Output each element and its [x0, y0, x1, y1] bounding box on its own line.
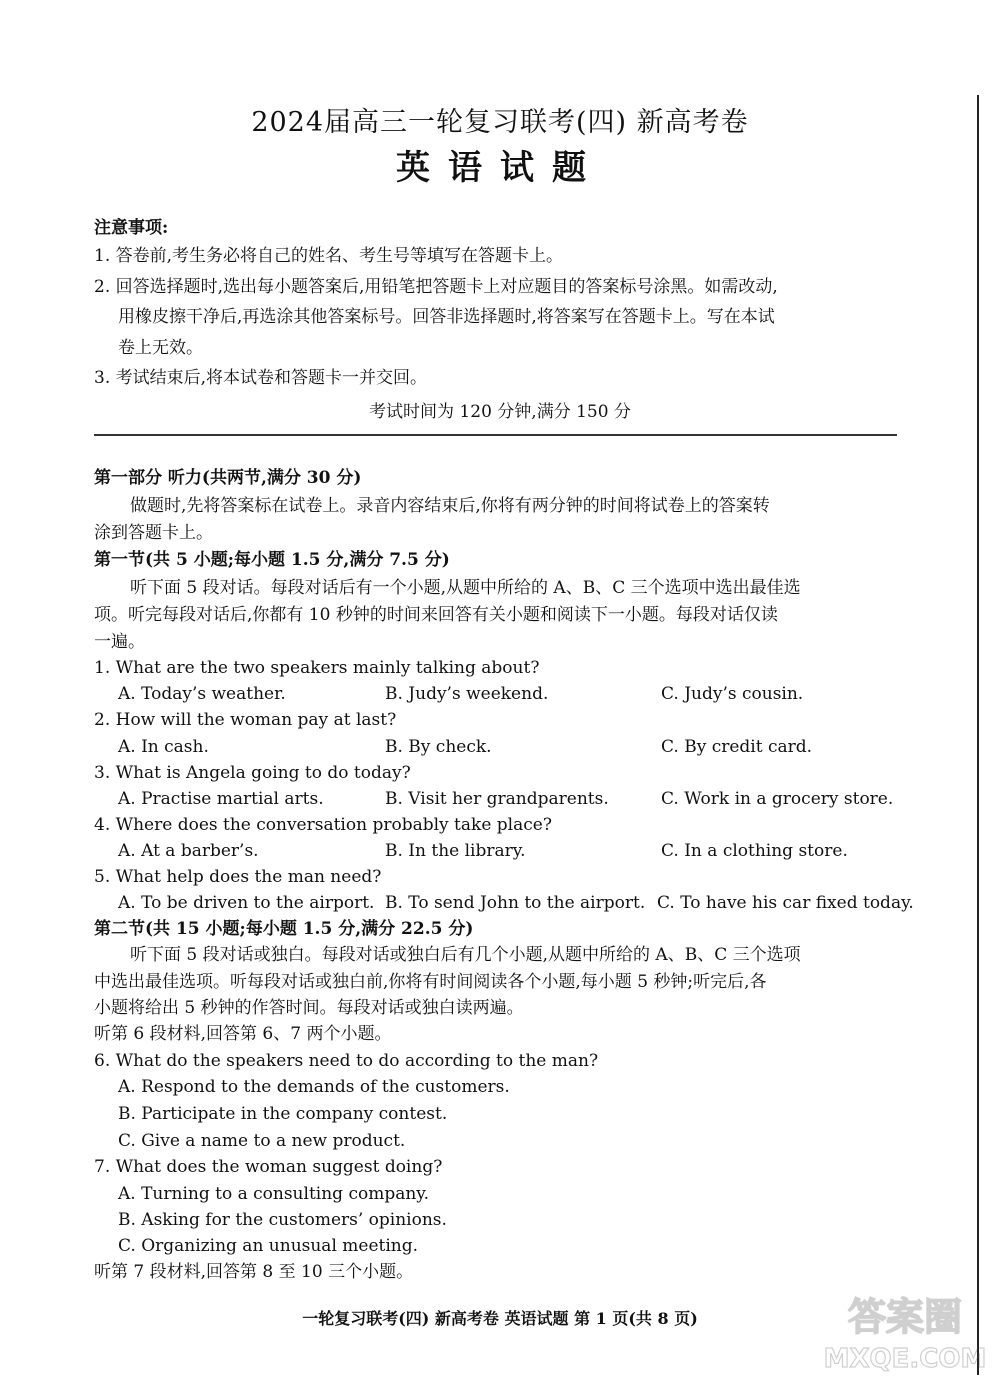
section1-intro: 项。听完每段对话后,你都有 10 秒钟的时间来回答有关小题和阅读下一小题。每段对话仅读: [94, 605, 778, 625]
watermark-brand: 答案圈: [847, 1295, 963, 1339]
exam-subject-title: 英语试题: [396, 148, 604, 188]
option-c: C. Organizing an unusual meeting.: [118, 1236, 419, 1256]
option-c: C. By credit card.: [661, 737, 813, 757]
option-b: B. Visit her grandparents.: [385, 789, 609, 809]
option-a: A. Today’s weather.: [118, 684, 286, 704]
option-b: B. In the library.: [385, 841, 526, 861]
option-b: B. To send John to the airport.: [385, 893, 646, 913]
question-text: 6. What do the speakers need to do according to the man?: [94, 1051, 599, 1071]
section1-intro: 听下面 5 段对话。每段对话后有一个小题,从题中所给的 A、B、C 三个选项中选出最佳选: [130, 578, 801, 598]
material-instruction: 听第 7 段材料,回答第 8 至 10 三个小题。: [94, 1262, 414, 1282]
part1-intro: 涂到答题卡上。: [94, 523, 213, 543]
notice-line: 3. 考试结束后,将本试卷和答题卡一并交回。: [94, 368, 428, 388]
section2-intro: 听下面 5 段对话或独白。每段对话或独白后有几个小题,从题中所给的 A、B、C 三个选项: [130, 945, 801, 965]
section2-intro: 小题将给出 5 秒钟的作答时间。每段对话或独白读两遍。: [94, 998, 524, 1018]
option-c: C. Work in a grocery store.: [661, 789, 894, 809]
option-b: B. Asking for the customers’ opinions.: [118, 1210, 447, 1230]
page-footer: 一轮复习联考(四) 新高考卷 英语试题 第 1 页(共 8 页): [302, 1309, 698, 1328]
exam-time-note: 考试时间为 120 分钟,满分 150 分: [369, 402, 631, 422]
part1-intro: 做题时,先将答案标在试卷上。录音内容结束后,你将有两分钟的时间将试卷上的答案转: [130, 496, 770, 516]
option-b: B. Judy’s weekend.: [385, 684, 549, 704]
section2-intro: 中选出最佳选项。听每段对话或独白前,你将有时间阅读各个小题,每小题 5 秒钟;听完后,各: [94, 972, 767, 992]
option-a: A. Turning to a consulting company.: [118, 1184, 430, 1204]
divider: [94, 434, 897, 436]
question-text: 3. What is Angela going to do today?: [94, 763, 411, 783]
notice-line: 卷上无效。: [118, 338, 203, 358]
notice-line: 1. 答卷前,考生务必将自己的姓名、考生号等填写在答题卡上。: [94, 246, 564, 266]
notice-heading: 注意事项:: [94, 218, 169, 238]
question-text: 7. What does the woman suggest doing?: [94, 1157, 443, 1177]
option-a: A. Practise martial arts.: [118, 789, 324, 809]
section1-intro: 一遍。: [94, 632, 145, 652]
option-c: C. To have his car fixed today.: [657, 893, 914, 913]
option-a: A. In cash.: [118, 737, 209, 757]
question-text: 2. How will the woman pay at last?: [94, 710, 397, 730]
material-instruction: 听第 6 段材料,回答第 6、7 两个小题。: [94, 1024, 392, 1044]
option-c: C. In a clothing store.: [661, 841, 848, 861]
option-c: C. Give a name to a new product.: [118, 1131, 406, 1151]
option-c: C. Judy’s cousin.: [661, 684, 804, 704]
watermark-url: MXQE.COM: [823, 1344, 987, 1374]
option-b: B. Participate in the company contest.: [118, 1104, 448, 1124]
option-b: B. By check.: [385, 737, 492, 757]
question-text: 5. What help does the man need?: [94, 867, 382, 887]
question-text: 1. What are the two speakers mainly talking about?: [94, 658, 540, 678]
notice-line: 用橡皮擦干净后,再选涂其他答案标号。回答非选择题时,将答案写在答题卡上。写在本试: [118, 307, 775, 327]
option-a: A. To be driven to the airport.: [118, 893, 375, 913]
option-a: A. Respond to the demands of the customers.: [118, 1077, 510, 1097]
watermark-logo: [820, 1285, 990, 1375]
margin-rule: [977, 95, 979, 1375]
section2-heading: 第二节(共 15 小题;每小题 1.5 分,满分 22.5 分): [94, 919, 474, 939]
part1-heading: 第一部分 听力(共两节,满分 30 分): [94, 468, 362, 488]
exam-title: 2024届高三一轮复习联考(四) 新高考卷: [251, 107, 749, 138]
option-a: A. At a barber’s.: [118, 841, 259, 861]
question-text: 4. Where does the conversation probably take place?: [94, 815, 552, 835]
notice-line: 2. 回答选择题时,选出每小题答案后,用铅笔把答题卡上对应题目的答案标号涂黑。如需改动,: [94, 277, 778, 297]
section1-heading: 第一节(共 5 小题;每小题 1.5 分,满分 7.5 分): [94, 550, 450, 570]
